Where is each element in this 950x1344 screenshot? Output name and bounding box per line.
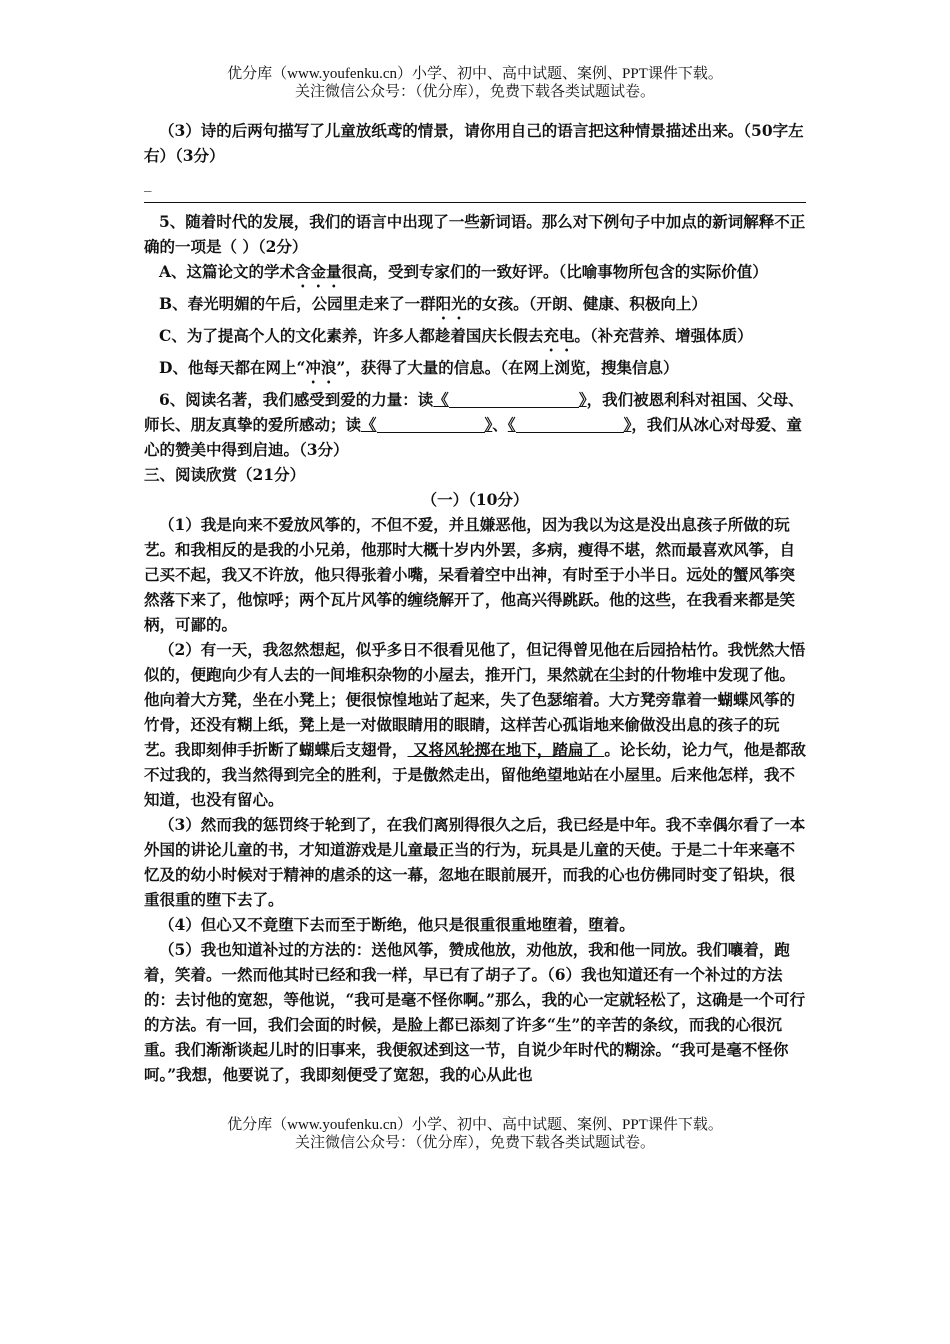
page-content (144, 118, 806, 1087)
passage-paragraph-4: （4）但心又不竟堕下去而至于断绝，他只是很重很重地堕着，堕着。 (159, 915, 635, 934)
book-blank-1[interactable] (449, 389, 579, 408)
subsection-title: （一）（10分） (421, 490, 529, 509)
option-a: A、这篇论文的学术含金量很高，受到专家们的一致好评。（比喻事物所包含的实际价值） (159, 262, 768, 281)
section-title: 三、阅读欣赏（21分） (144, 465, 306, 484)
header-line-1: 优分库（www.youfenku.cn）小学、初中、高中试题、案例、PPT课件下载。 (227, 66, 723, 82)
passage-paragraph-3: （3）然而我的惩罚终于轮到了，在我们离别得很久之后，我已经是中年。我不幸偶尔看了一本外国的讲论儿童的书，才知道游戏是儿童最正当的行为，玩具是儿童的天使。于是二十年来毫不忆及的幼小时候对于精神的虐杀的这一幕，忽地在眼前展开，而我的心也仿佛同时变了铅块，很重很重的堕下去了。 (144, 815, 806, 909)
underlined-sentence: 又将风轮掷在地下，踏扁了 (407, 740, 605, 759)
dotted-word-d: 冲浪 (305, 358, 337, 377)
option-d: D、他每天都在网上“冲浪”，获得了大量的信息。（在网上浏览，搜集信息） (159, 358, 679, 377)
passage-paragraph-2: （2）有一天，我忽然想起，似乎多日不很看见他了，但记得曾见他在后园拾枯竹。我恍然大悟似的，便跑向少有人去的一间堆积杂物的小屋去，推开门，果然就在尘封的什物堆中发现了他。他向着大方凳，坐在小凳上；便很惊惶地站了起来，失了色瑟缩着。大方凳旁靠着一蝴蝶风筝的竹骨，还没有糊上纸，凳上是一对做眼睛用的眼睛，这样苦心孤诣地来偷做没出息的孩子的玩艺。我即刻伸手折断了蝴蝶后支翅骨， 又将风轮掷在地下，踏扁了 。论长幼，论力气，他是都敌不过我的，我当然得到完全的胜利，于是傲然走出，留他绝望地站在小屋里。后来他怎样，我不知道，也没有留心。 (144, 640, 806, 809)
answer-mark: _ (144, 174, 152, 192)
passage-paragraph-5: （5）我也知道补过的方法的：送他风筝，赞成他放，劝他放，我和他一同放。我们嚷着，跑着，笑着。一然而他其时已经和我一样，早已有了胡子了。（6）我也知道还有一个补过的方法的：去讨他的宽恕，等他说，“我可是毫不怪你啊。”那么，我的心一定就轻松了，这确是一个可行的方法。有一回，我们会面的时候，是脸上都已添刻了许多“生”的辛苦的条纹，而我的心很沉重。我们渐渐谈起儿时的旧事来，我便叙述到这一节，自说少年时代的糊涂。“我可是毫不怪你呵。”我想，他要说了，我即刻便受了宽恕，我的心从此也 (144, 940, 806, 1084)
dotted-word-a: 含金量 (295, 262, 342, 281)
book-blank-3[interactable] (516, 414, 624, 433)
footer-line-1: 优分库（www.youfenku.cn）小学、初中、高中试题、案例、PPT课件下载。 (227, 1117, 723, 1133)
header-line-2: 关注微信公众号：（优分库），免费下载各类试题试卷。 (294, 84, 655, 100)
dotted-word-b: 阳光 (435, 294, 467, 313)
book-blank-2[interactable] (377, 414, 485, 433)
dotted-word-c: 充电 (543, 326, 575, 345)
question-3: （3）诗的后两句描写了儿童放纸鸢的情景，请你用自己的语言把这种情景描述出来。（50字左右）（3分） (144, 121, 804, 165)
question-6: 6、阅读名著，我们感受到爱的力量：读《 》，我们被恩利科对祖国、父母、师长、朋友真挚的爱所感动；读《 》、《 》，我们从冰心对母爱、童心的赞美中得到启迪。（3分） (144, 390, 804, 459)
page-header (0, 65, 950, 101)
passage-paragraph-1: （1）我是向来不爱放风筝的，不但不爱，并且嫌恶他，因为我以为这是没出息孩子所做的玩艺。和我相反的是我的小兄弟，他那时大概十岁内外罢，多病，瘦得不堪，然而最喜欢风筝，自己买不起，我又不许放，他只得张着小嘴，呆看着空中出神，有时至于小半日。远处的蟹风筝突然落下来了，他惊呼；两个瓦片风筝的缠绕解开了，他高兴得跳跃。他的这些，在我看来都是笑柄，可鄙的。 (144, 515, 796, 634)
option-c: C、为了提高个人的文化素养，许多人都趁着国庆长假去充电。（补充营养、增强体质） (159, 326, 753, 345)
answer-line[interactable] (144, 202, 806, 203)
question-5-stem: 5、随着时代的发展，我们的语言中出现了一些新词语。那么对下例句子中加点的新词解释不正确的一项是（ ）（2分） (144, 212, 806, 256)
option-b: B、春光明媚的午后，公园里走来了一群阳光的女孩。（开朗、健康、积极向上） (159, 294, 707, 313)
page-footer (0, 1116, 950, 1152)
footer-line-2: 关注微信公众号：（优分库），免费下载各类试题试卷。 (294, 1135, 655, 1151)
